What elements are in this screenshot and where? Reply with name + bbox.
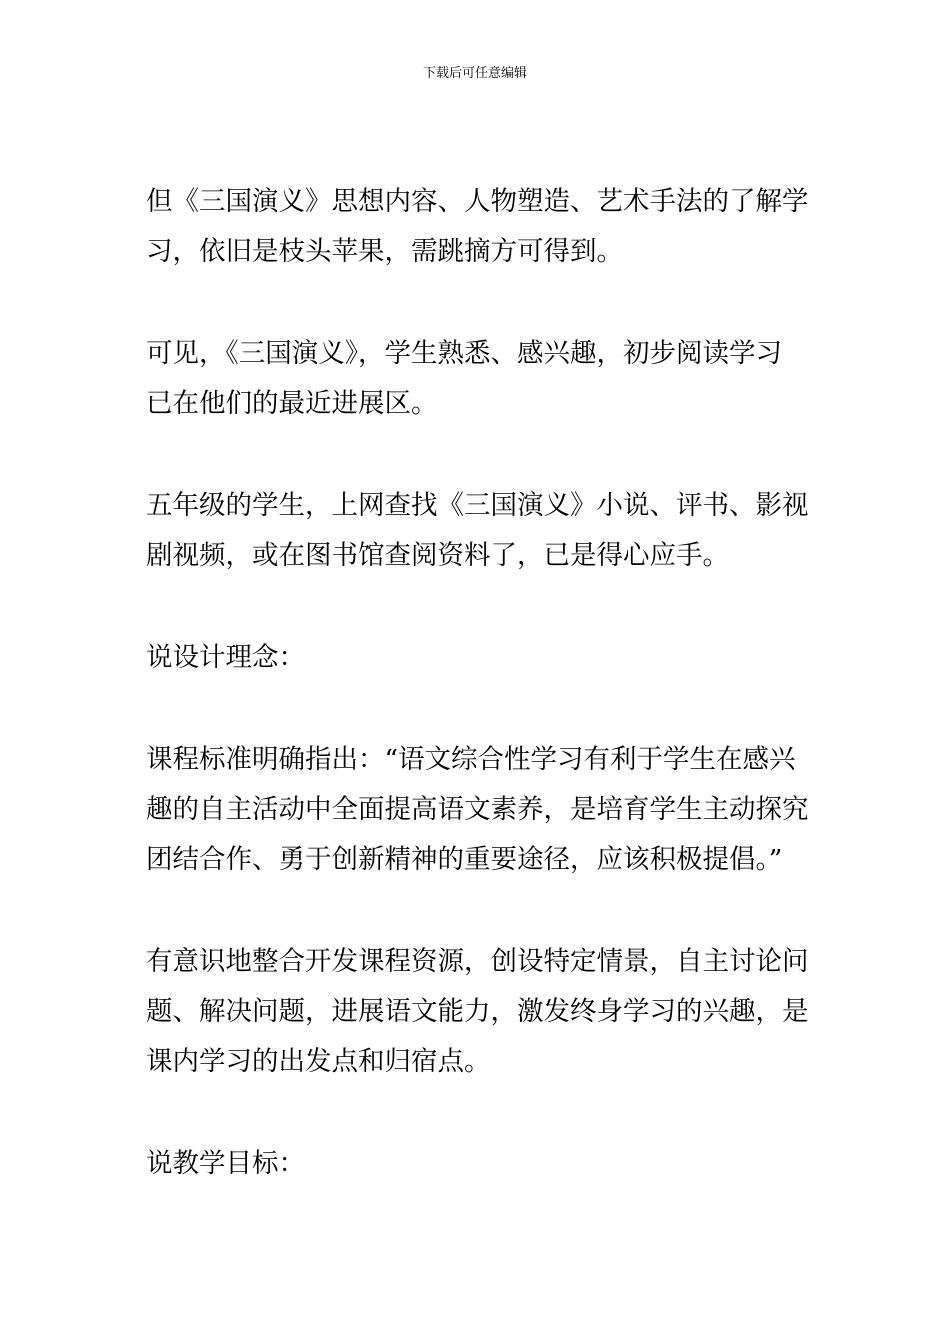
paragraph-2 [146,329,816,429]
paragraph-line: 可见，《三国演义》，学生熟悉、感兴趣，初步阅读学习 [146,338,782,369]
paragraph-line: 五年级的学生，上网查找《三国演义》小说、评书、影视 [146,490,809,521]
heading-line: 说教学目标： [146,1148,305,1179]
paragraph-line: 课内学习的出发点和归宿点。 [146,1046,491,1077]
paragraph-line: 习，依旧是枝头苹果，需跳摘方可得到。 [146,236,623,267]
paragraph-line: 课程标准明确指出：“语文综合性学习有利于学生在感兴 [146,744,796,775]
paragraph-1 [146,177,816,277]
section-heading-design-concept [146,633,816,683]
paragraph-line: 有意识地整合开发课程资源，创设特定情景，自主讨论问 [146,946,809,977]
paragraph-line: 题、解决问题，进展语文能力，激发终身学习的兴趣，是 [146,996,809,1027]
paragraph-4 [146,735,816,885]
paragraph-line: 团结合作、勇于创新精神的重要途径，应该积极提倡。” [146,844,783,875]
paragraph-3 [146,481,816,581]
paragraph-line: 剧视频，或在图书馆查阅资料了，已是得心应手。 [146,540,729,571]
page-header: 下载后可任意编辑 [422,66,527,81]
document-body [146,177,816,1189]
paragraph-5 [146,937,816,1087]
paragraph-line: 趣的自主活动中全面提高语文素养，是培育学生主动探究 [146,794,809,825]
paragraph-line: 已在他们的最近进展区。 [146,388,438,419]
heading-line: 说设计理念： [146,642,305,673]
section-heading-teaching-goals [146,1139,816,1189]
paragraph-line: 但《三国演义》思想内容、人物塑造、艺术手法的了解学 [146,186,809,217]
